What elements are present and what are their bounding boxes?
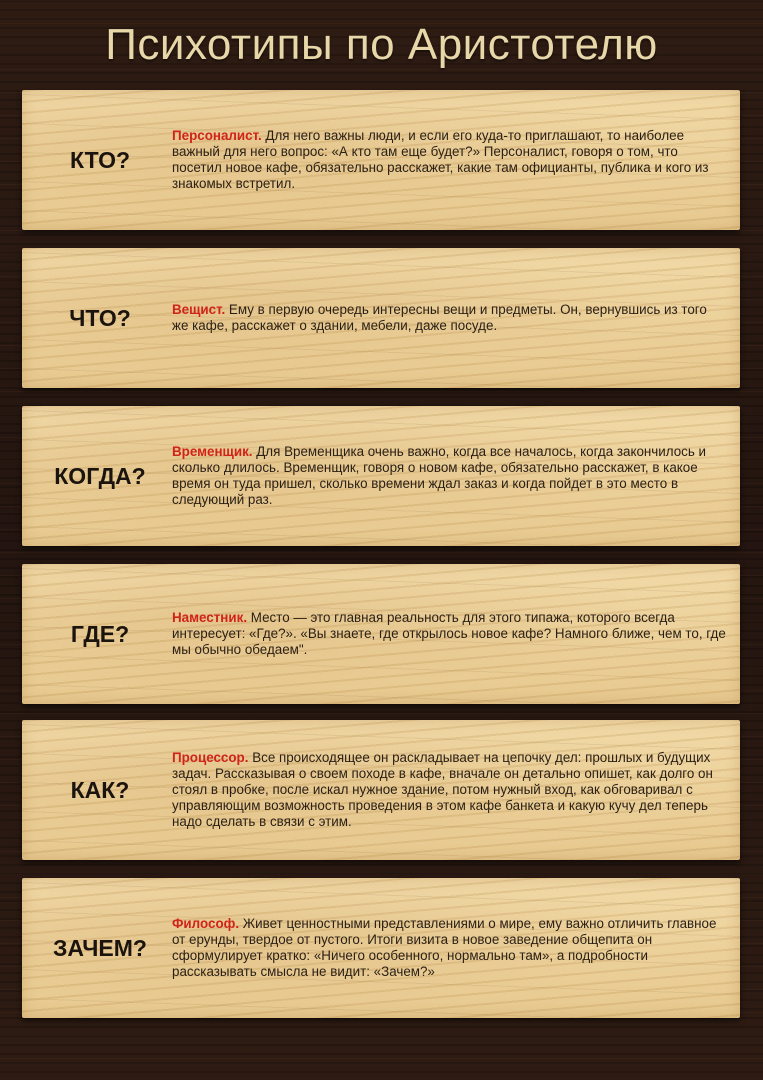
- plank-who: [22, 90, 740, 230]
- description: [172, 878, 726, 1018]
- page-title: Психотипы по Аристотелю: [105, 20, 658, 69]
- type-name: Вещист.: [172, 302, 226, 317]
- type-name: Персоналист.: [172, 128, 262, 143]
- description: [172, 248, 726, 388]
- plank-why: [22, 878, 740, 1018]
- question-label: ЧТО?: [69, 304, 131, 331]
- type-text: Для Временщика очень важно, когда все началось, когда закончилось и сколько длилось. Временщик, говоря о новом кафе, обязательно расскажет, в какое время он туда пришел, сколько времени ждал заказ и когда пойдет в это место в следующий раз.: [172, 444, 707, 507]
- type-name: Наместник.: [172, 610, 248, 625]
- plank-what: [22, 248, 740, 388]
- description-text: [172, 750, 726, 830]
- type-text: Для него важны люди, и если его куда-то приглашают, то наиболее важный для него вопрос: «А кто там еще будет?» Персоналист, говоря о том, что посетил новое кафе, обязательно расскажет, какие там официанты, публика и кого из знакомых встретил.: [172, 128, 709, 191]
- description: [172, 406, 726, 546]
- description-text: [172, 610, 726, 658]
- description-text: [172, 916, 726, 980]
- type-text: Место — это главная реальность для этого типажа, которого всегда интересует: «Где?». «Вы знаете, где открылось новое кафе? Намного ближе, чем то, где мы обычно обедаем".: [172, 610, 726, 657]
- question-label: КОГДА?: [54, 462, 146, 489]
- description: [172, 564, 726, 704]
- type-name: Временщик.: [172, 444, 253, 459]
- type-name: Процессор.: [172, 750, 249, 765]
- question-label: ЗАЧЕМ?: [53, 934, 147, 961]
- plank-how: [22, 720, 740, 860]
- type-text: Ему в первую очередь интересны вещи и предметы. Он, вернувшись из того же кафе, расскажет о здании, мебели, даже посуде.: [172, 302, 707, 333]
- description: [172, 90, 726, 230]
- description: [172, 720, 726, 860]
- plank-when: [22, 406, 740, 546]
- plank-where: [22, 564, 740, 704]
- type-text: Все происходящее он раскладывает на цепочку дел: прошлых и будущих задач. Рассказывая о своем походе в кафе, вначале он детально опишет, как долго он стоял в пробке, после искал нужное здание, потом нужный вход, как обговаривал с управляющим возможность проведения в этом кафе банкета и какую кучу дел теперь надо сделать в связи с этим.: [172, 750, 713, 829]
- question-label: ГДЕ?: [70, 620, 130, 647]
- question-label: КАК?: [70, 776, 130, 803]
- description-text: [172, 444, 726, 508]
- description-text: [172, 302, 726, 334]
- type-name: Философ.: [172, 916, 240, 931]
- description-text: [172, 128, 726, 192]
- type-text: Живет ценностными представлениями о мире, ему важно отличить главное от ерунды, твердое от пустого. Итоги визита в новое заведение общепита он сформулирует кратко: «Ничего особенного, нормально там», а подробности рассказывать смысла не видит: «Зачем?»: [172, 916, 717, 979]
- question-label: КТО?: [69, 146, 131, 173]
